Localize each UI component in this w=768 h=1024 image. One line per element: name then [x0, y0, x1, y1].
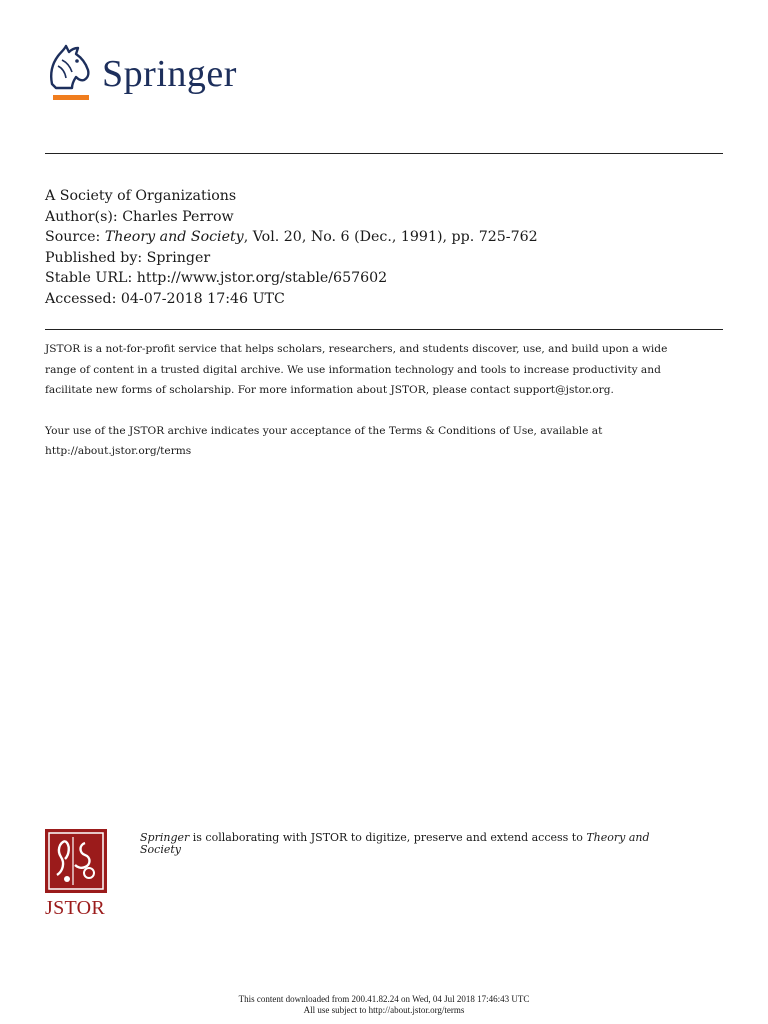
notice-line: range of content in a trusted digital archive. We use information technology and tools to increase productivity and: [45, 363, 661, 376]
footer-terms-line: All use subject to http://about.jstor.org/terms: [303, 1004, 465, 1015]
journal-name: Theory and Society: [104, 229, 244, 245]
terms-line: Your use of the JSTOR archive indicates your acceptance of the Terms & Conditions of Use, available at: [45, 424, 603, 437]
terms-link[interactable]: http://about.jstor.org/terms: [45, 445, 192, 457]
article-title: A Society of Organizations: [45, 188, 237, 204]
source-label: Source:: [45, 229, 105, 245]
accessed-date: Accessed: 04-07-2018 17:46 UTC: [45, 290, 285, 307]
springer-horse-icon: [44, 44, 96, 106]
source-line: [45, 227, 538, 248]
jstor-emblem-icon: [45, 829, 107, 893]
download-footer: [0, 994, 768, 1015]
middle-divider: [45, 329, 723, 330]
top-divider: [45, 153, 723, 154]
collab-publisher: Springer: [140, 831, 190, 844]
notice-line: facilitate new forms of scholarship. For more information about JSTOR, please contact support@jstor.org.: [45, 384, 614, 396]
jstor-logo: [45, 829, 109, 921]
citation-block: [45, 186, 538, 309]
collab-text: is collaborating with JSTOR to digitize, preserve and extend access to: [189, 831, 587, 844]
footer-download-line: This content downloaded from 200.41.82.24 on Wed, 04 Jul 2018 17:46:43 UTC: [238, 994, 530, 1004]
jstor-notice: [45, 339, 725, 462]
published-by: Published by: Springer: [45, 249, 211, 266]
collab-journal-cont: Society: [140, 843, 181, 856]
notice-line: JSTOR is a not-for-profit service that helps scholars, researchers, and students discover, use, and build upon a wide: [45, 343, 668, 355]
springer-logo-text: Springer: [102, 53, 237, 95]
authors-label: Author(s):: [45, 208, 123, 225]
authors-line: [45, 207, 538, 228]
collaboration-note: [140, 832, 700, 856]
springer-logo: [44, 44, 284, 106]
jstor-logo-text: JSTOR: [45, 897, 106, 919]
source-details: , Vol. 20, No. 6 (Dec., 1991), pp. 725-762: [243, 229, 538, 245]
collab-journal: Theory and: [586, 831, 650, 844]
stable-url[interactable]: Stable URL: http://www.jstor.org/stable/657602: [45, 270, 388, 286]
authors-value: Charles Perrow: [122, 208, 234, 225]
